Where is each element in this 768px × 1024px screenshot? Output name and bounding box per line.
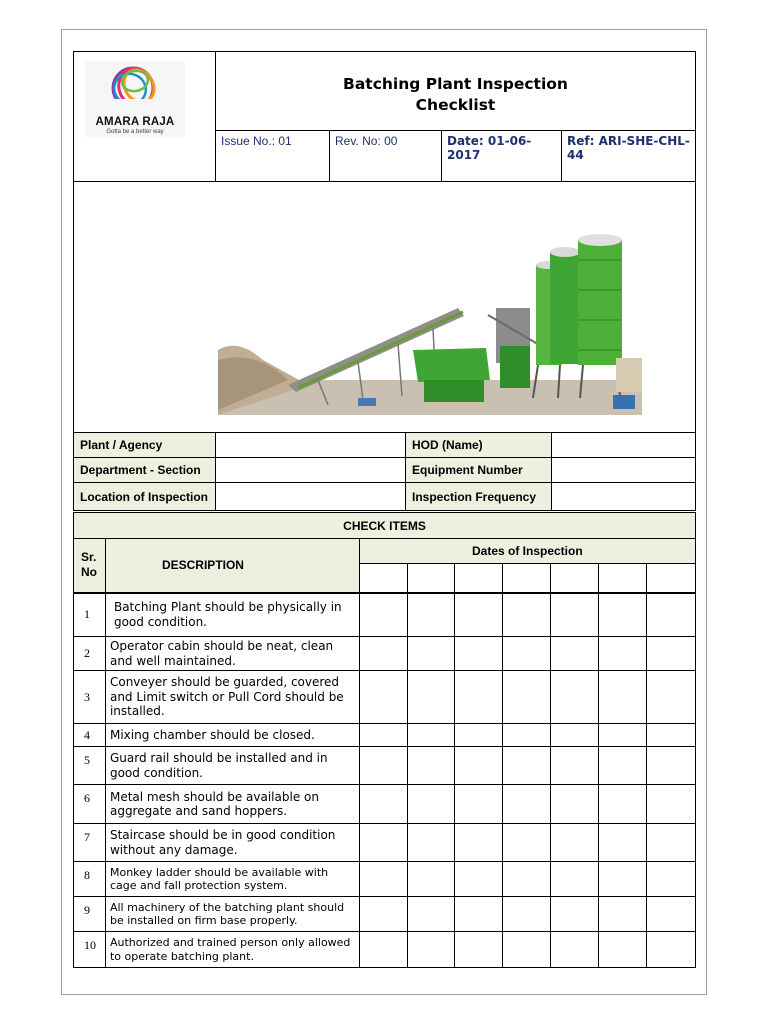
inspection-mark-cell[interactable] (503, 593, 551, 637)
inspection-mark-cell[interactable] (407, 897, 455, 932)
equipment-label: Equipment Number (406, 458, 552, 483)
inspection-mark-cell[interactable] (503, 785, 551, 824)
inspection-mark-cell[interactable] (551, 593, 599, 637)
inspection-mark-cell[interactable] (455, 637, 503, 671)
description-header: DESCRIPTION (105, 539, 359, 593)
inspection-mark-cell[interactable] (599, 671, 647, 724)
inspection-mark-cell[interactable] (599, 785, 647, 824)
meta-row (216, 130, 695, 182)
rev-no: Rev. No: 00 (330, 131, 442, 182)
inspection-mark-cell[interactable] (551, 824, 599, 862)
hod-field[interactable] (552, 433, 696, 458)
issue-date: Date: 01-06-2017 (442, 131, 562, 182)
inspection-mark-cell[interactable] (647, 932, 696, 968)
date-cell[interactable] (455, 564, 503, 593)
inspection-mark-cell[interactable] (359, 785, 407, 824)
inspection-mark-cell[interactable] (503, 932, 551, 968)
checklist-row (74, 824, 696, 862)
inspection-mark-cell[interactable] (359, 637, 407, 671)
item-number: 10 (74, 932, 106, 968)
inspection-mark-cell[interactable] (359, 932, 407, 968)
item-number: 3 (74, 671, 106, 724)
item-description: Operator cabin should be neat, clean and well maintained. (105, 637, 359, 671)
location-field[interactable] (216, 483, 406, 511)
logo-cell (74, 52, 216, 181)
document-header (73, 51, 696, 182)
checklist-items (74, 593, 696, 968)
inspection-mark-cell[interactable] (599, 593, 647, 637)
frequency-field[interactable] (552, 483, 696, 511)
inspection-mark-cell[interactable] (551, 897, 599, 932)
inspection-mark-cell[interactable] (551, 637, 599, 671)
department-label: Department - Section (74, 458, 216, 483)
inspection-mark-cell[interactable] (407, 862, 455, 897)
checklist-row (74, 671, 696, 724)
hod-label: HOD (Name) (406, 433, 552, 458)
check-items-heading-row (74, 513, 696, 539)
title-line-2: Checklist (415, 96, 496, 114)
frequency-label: Inspection Frequency (406, 483, 552, 511)
column-header-row (74, 539, 696, 564)
item-number: 1 (74, 593, 106, 637)
inspection-mark-cell[interactable] (503, 671, 551, 724)
inspection-mark-cell[interactable] (647, 671, 696, 724)
sr-no-header: Sr. No (74, 539, 106, 593)
item-description: Monkey ladder should be available with cage and fall protection system. (105, 862, 359, 897)
plant-agency-field[interactable] (216, 433, 406, 458)
inspection-mark-cell[interactable] (359, 824, 407, 862)
reference-number: Ref: ARI-SHE-CHL-44 (567, 134, 690, 162)
inspection-mark-cell[interactable] (455, 862, 503, 897)
date-cell[interactable] (359, 564, 407, 593)
inspection-mark-cell[interactable] (407, 747, 455, 785)
item-description: Staircase should be in good condition without any damage. (105, 824, 359, 862)
logo-swirl-icon (85, 61, 185, 117)
inspection-mark-cell[interactable] (551, 785, 599, 824)
plant-info-table (73, 432, 696, 511)
item-number: 8 (74, 862, 106, 897)
checklist-row (74, 724, 696, 747)
photo-block (73, 181, 696, 433)
inspection-mark-cell[interactable] (455, 747, 503, 785)
inspection-mark-cell[interactable] (455, 671, 503, 724)
inspection-mark-cell[interactable] (503, 862, 551, 897)
inspection-mark-cell[interactable] (503, 724, 551, 747)
date-cell[interactable] (647, 564, 696, 593)
inspection-mark-cell[interactable] (407, 593, 455, 637)
item-description: Mixing chamber should be closed. (105, 724, 359, 747)
checklist-row (74, 897, 696, 932)
inspection-mark-cell[interactable] (551, 932, 599, 968)
check-items-heading: CHECK ITEMS (74, 513, 696, 539)
checklist-row (74, 862, 696, 897)
date-cell[interactable] (599, 564, 647, 593)
inspection-mark-cell[interactable] (647, 785, 696, 824)
item-number: 9 (74, 897, 106, 932)
inspection-mark-cell[interactable] (599, 724, 647, 747)
inspection-mark-cell[interactable] (599, 824, 647, 862)
document-title (216, 52, 695, 130)
inspection-mark-cell[interactable] (647, 897, 696, 932)
info-row (74, 458, 696, 483)
checklist-row (74, 932, 696, 968)
batching-plant-photo (218, 220, 642, 415)
item-number: 4 (74, 724, 106, 747)
checklist-table (73, 512, 696, 968)
department-field[interactable] (216, 458, 406, 483)
checklist-row (74, 593, 696, 637)
inspection-mark-cell[interactable] (599, 897, 647, 932)
inspection-mark-cell[interactable] (551, 862, 599, 897)
date-cell[interactable] (503, 564, 551, 593)
inspection-mark-cell[interactable] (407, 671, 455, 724)
checklist-row (74, 747, 696, 785)
item-description: Guard rail should be installed and in good condition. (105, 747, 359, 785)
inspection-mark-cell[interactable] (647, 637, 696, 671)
item-description: All machinery of the batching plant should be installed on firm base properly. (105, 897, 359, 932)
issue-no: Issue No.: 01 (216, 131, 330, 182)
inspection-mark-cell[interactable] (455, 824, 503, 862)
info-row (74, 483, 696, 511)
inspection-mark-cell[interactable] (455, 932, 503, 968)
inspection-mark-cell[interactable] (599, 862, 647, 897)
inspection-mark-cell[interactable] (455, 724, 503, 747)
inspection-mark-cell[interactable] (647, 824, 696, 862)
inspection-mark-cell[interactable] (551, 724, 599, 747)
inspection-mark-cell[interactable] (599, 637, 647, 671)
item-description: Conveyer should be guarded, covered and Limit switch or Pull Cord should be installed. (105, 671, 359, 724)
inspection-mark-cell[interactable] (359, 862, 407, 897)
plant-agency-label: Plant / Agency (74, 433, 216, 458)
inspection-mark-cell[interactable] (455, 593, 503, 637)
inspection-mark-cell[interactable] (503, 824, 551, 862)
inspection-mark-cell[interactable] (359, 747, 407, 785)
item-description: Batching Plant should be physically in good condition. (105, 593, 359, 637)
inspection-mark-cell[interactable] (647, 593, 696, 637)
equipment-field[interactable] (552, 458, 696, 483)
item-number: 5 (74, 747, 106, 785)
item-description: Authorized and trained person only allowed to operate batching plant. (105, 932, 359, 968)
checklist-row (74, 785, 696, 824)
dates-of-inspection-header: Dates of Inspection (359, 539, 695, 564)
inspection-mark-cell[interactable] (407, 824, 455, 862)
inspection-mark-cell[interactable] (407, 724, 455, 747)
item-description: Metal mesh should be available on aggregate and sand hoppers. (105, 785, 359, 824)
inspection-mark-cell[interactable] (359, 897, 407, 932)
inspection-mark-cell[interactable] (407, 637, 455, 671)
company-logo (85, 61, 185, 137)
inspection-mark-cell[interactable] (647, 747, 696, 785)
inspection-mark-cell[interactable] (455, 897, 503, 932)
inspection-mark-cell[interactable] (503, 897, 551, 932)
item-number: 2 (74, 637, 106, 671)
info-row (74, 433, 696, 458)
logo-brand: AMARA RAJA (95, 116, 175, 128)
item-number: 7 (74, 824, 106, 862)
location-label: Location of Inspection (74, 483, 216, 511)
inspection-mark-cell[interactable] (359, 724, 407, 747)
inspection-mark-cell[interactable] (551, 747, 599, 785)
inspection-mark-cell[interactable] (407, 932, 455, 968)
inspection-mark-cell[interactable] (551, 671, 599, 724)
inspection-mark-cell[interactable] (503, 637, 551, 671)
inspection-mark-cell[interactable] (455, 785, 503, 824)
inspection-mark-cell[interactable] (599, 747, 647, 785)
inspection-mark-cell[interactable] (647, 724, 696, 747)
checklist-row (74, 637, 696, 671)
inspection-mark-cell[interactable] (407, 785, 455, 824)
title-line-1: Batching Plant Inspection (343, 75, 568, 93)
item-number: 6 (74, 785, 106, 824)
inspection-mark-cell[interactable] (359, 593, 407, 637)
date-cell[interactable] (407, 564, 455, 593)
inspection-mark-cell[interactable] (647, 862, 696, 897)
inspection-mark-cell[interactable] (599, 932, 647, 968)
date-cell[interactable] (551, 564, 599, 593)
inspection-mark-cell[interactable] (503, 747, 551, 785)
logo-tagline: Gotta be a better way (106, 129, 164, 135)
inspection-mark-cell[interactable] (359, 671, 407, 724)
